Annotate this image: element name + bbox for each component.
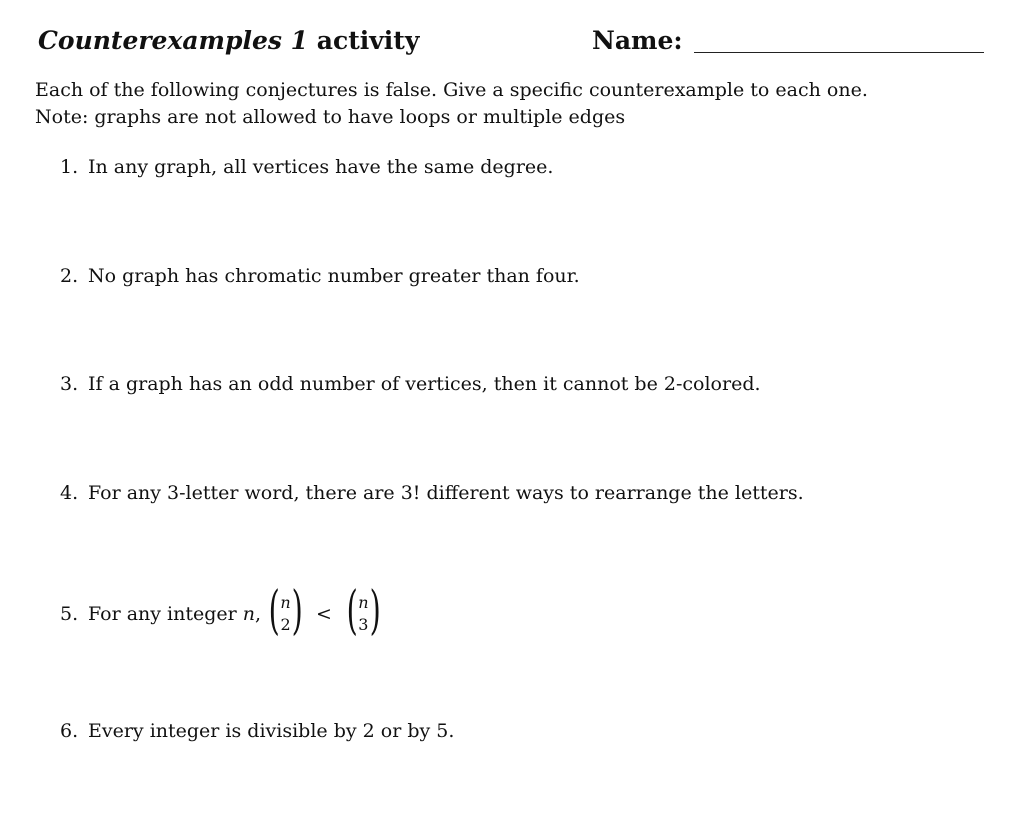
math-variable-n: n xyxy=(242,603,256,625)
item-number: 5. xyxy=(60,603,79,625)
conjecture-item-1 xyxy=(60,155,553,179)
item-number: 6. xyxy=(60,720,79,742)
binom-top: n xyxy=(280,593,291,612)
conjecture-item-2 xyxy=(60,264,580,288)
conjecture-item-6 xyxy=(60,719,454,743)
item-number: 1. xyxy=(60,156,79,178)
conjecture-item-3 xyxy=(60,372,761,396)
left-paren: ( xyxy=(268,581,280,641)
binomial-n-choose-3 xyxy=(342,581,385,641)
instructions xyxy=(35,77,868,131)
instructions-line-1: Each of the following conjectures is false. Give a specific counterexample to each one. xyxy=(35,79,868,101)
item-number: 4. xyxy=(60,482,79,504)
item-number: 2. xyxy=(60,265,79,287)
conjecture-item-4 xyxy=(60,481,804,505)
item-text: In any graph, all vertices have the same degree. xyxy=(88,156,554,178)
binom-bottom: 3 xyxy=(358,615,369,634)
conjecture-item-5 xyxy=(60,581,388,642)
item-text: For any 3-letter word, there are 3! different ways to rearrange the letters. xyxy=(88,482,804,504)
right-paren: ) xyxy=(291,581,303,641)
binom-top: n xyxy=(358,593,369,612)
item-text: If a graph has an odd number of vertices, then it cannot be 2-colored. xyxy=(88,373,761,395)
name-blank-line[interactable] xyxy=(694,52,984,53)
worksheet-title xyxy=(38,26,419,55)
right-paren: ) xyxy=(369,581,381,641)
less-than-sign: < xyxy=(315,603,332,625)
left-paren: ( xyxy=(346,581,358,641)
item-number: 3. xyxy=(60,373,79,395)
item-text-prefix: For any integer xyxy=(88,603,237,625)
instructions-line-2: Note: graphs are not allowed to have loops or multiple edges xyxy=(35,106,626,128)
item-text: Every integer is divisible by 2 or by 5. xyxy=(88,720,455,742)
comma: , xyxy=(255,603,262,625)
item-text: No graph has chromatic number greater than four. xyxy=(88,265,580,287)
binom-bottom: 2 xyxy=(280,615,291,634)
binomial-n-choose-2 xyxy=(264,581,307,641)
name-label: Name: xyxy=(592,26,683,55)
title-rest-part: activity xyxy=(316,26,420,55)
title-italic-part: Counterexamples 1 xyxy=(38,26,309,55)
